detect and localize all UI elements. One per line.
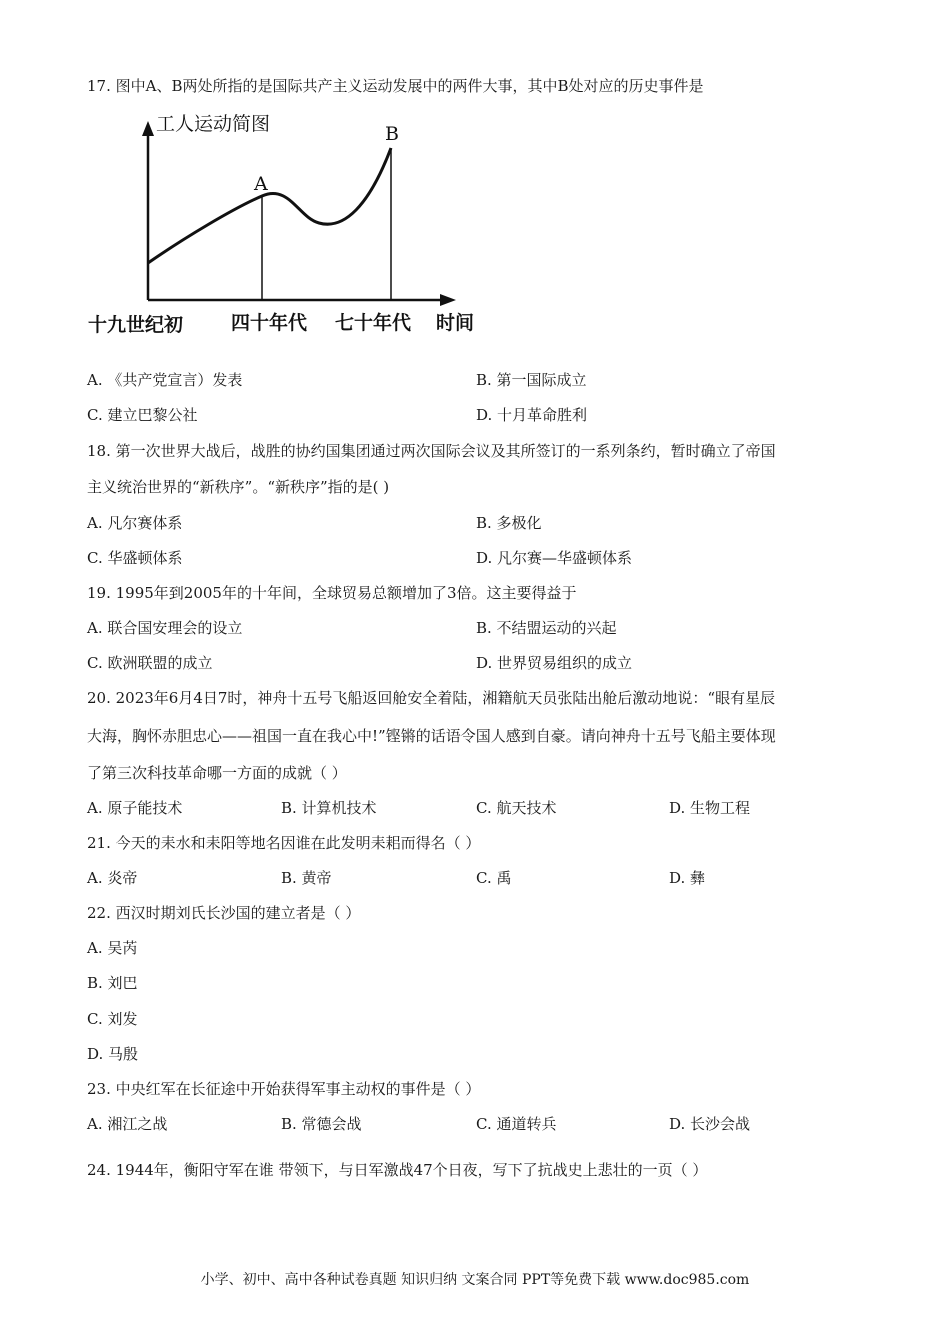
q20-option-a: A. 原子能技术 xyxy=(87,799,183,817)
point-b-label: B xyxy=(385,123,399,145)
q18-option-c: C. 华盛顿体系 xyxy=(87,549,183,567)
figure-title: 工人运动简图 xyxy=(156,113,271,135)
y-axis-arrow xyxy=(142,121,154,136)
worker-movement-svg xyxy=(84,108,494,344)
q20-option-d: D. 生物工程 xyxy=(669,799,751,817)
q17-option-d: D. 十月革命胜利 xyxy=(476,406,588,424)
x-label-40s: 四十年代 xyxy=(231,312,308,334)
q18-stem-line2: 主义统治世界的“新秩序”。“新秩序”指的是( ) xyxy=(87,478,390,496)
q20-stem-line2: 大海，胸怀赤胆忠心——祖国一直在我心中!”铿锵的话语令国人感到自豪。请向神舟十五号飞船主要体现 xyxy=(87,727,776,745)
q21-option-d: D. 彝 xyxy=(669,869,706,887)
q18-option-d: D. 凡尔赛—华盛顿体系 xyxy=(476,549,633,567)
x-axis-arrow xyxy=(440,294,456,306)
point-a-label: A xyxy=(254,173,268,195)
page-footer: 小学、初中、高中各种试卷真题 知识归纳 文案合同 PPT等免费下载 www.doc985.com xyxy=(200,1272,750,1288)
q17-option-c: C. 建立巴黎公社 xyxy=(87,406,198,424)
q17-stem: 17. 图中A、B两处所指的是国际共产主义运动发展中的两件大事，其中B处对应的历史事件是 xyxy=(87,77,704,95)
q21-option-b: B. 黄帝 xyxy=(281,869,332,887)
q19-stem: 19. 1995年到2005年的十年间，全球贸易总额增加了3倍。这主要得益于 xyxy=(87,584,577,602)
q17-option-b: B. 第一国际成立 xyxy=(476,371,587,389)
q23-option-c: C. 通道转兵 xyxy=(476,1115,557,1133)
q24-stem: 24. 1944年，衡阳守军在谁 带领下，与日军激战47个日夜，写下了抗战史上悲壮的一页（ ） xyxy=(87,1161,708,1179)
q20-stem-line1: 20. 2023年6月4日7时，神舟十五号飞船返回舱安全着陆，湘籍航天员张陆出舱后激动地说：“眼有星辰 xyxy=(87,689,776,707)
q21-stem: 21. 今天的耒水和耒阳等地名因谁在此发明耒耜而得名（ ） xyxy=(87,834,481,852)
q20-option-c: C. 航天技术 xyxy=(476,799,557,817)
q19-option-b: B. 不结盟运动的兴起 xyxy=(476,619,617,637)
q18-option-a: A. 凡尔赛体系 xyxy=(87,514,183,532)
q22-option-d: D. 马殷 xyxy=(87,1045,139,1063)
q18-option-b: B. 多极化 xyxy=(476,514,542,532)
q20-option-b: B. 计算机技术 xyxy=(281,799,377,817)
q19-option-d: D. 世界贸易组织的成立 xyxy=(476,654,633,672)
q23-stem: 23. 中央红军在长征途中开始获得军事主动权的事件是（ ） xyxy=(87,1080,481,1098)
q18-stem-line1: 18. 第一次世界大战后，战胜的协约国集团通过两次国际会议及其所签订的一系列条约，暂时确立了帝国 xyxy=(87,442,776,460)
x-label-early-19c: 十九世纪初 xyxy=(88,314,184,336)
q17-option-a: A. 《共产党宣言）发表 xyxy=(87,371,243,389)
movement-curve xyxy=(148,148,391,263)
q23-option-a: A. 湘江之战 xyxy=(87,1115,168,1133)
worker-movement-diagram xyxy=(84,108,494,344)
q22-stem: 22. 西汉时期刘氏长沙国的建立者是（ ） xyxy=(87,904,361,922)
q21-option-a: A. 炎帝 xyxy=(87,869,138,887)
q23-option-d: D. 长沙会战 xyxy=(669,1115,751,1133)
q20-stem-line3: 了第三次科技革命哪一方面的成就（ ） xyxy=(87,764,347,782)
x-label-time: 时间 xyxy=(436,312,475,334)
q23-option-b: B. 常德会战 xyxy=(281,1115,362,1133)
q19-option-c: C. 欧洲联盟的成立 xyxy=(87,654,213,672)
x-label-70s: 七十年代 xyxy=(335,312,412,334)
q22-option-c: C. 刘发 xyxy=(87,1010,138,1028)
q19-option-a: A. 联合国安理会的设立 xyxy=(87,619,243,637)
q22-option-a: A. 吴芮 xyxy=(87,939,138,957)
q21-option-c: C. 禹 xyxy=(476,869,512,887)
q22-option-b: B. 刘巴 xyxy=(87,974,138,992)
